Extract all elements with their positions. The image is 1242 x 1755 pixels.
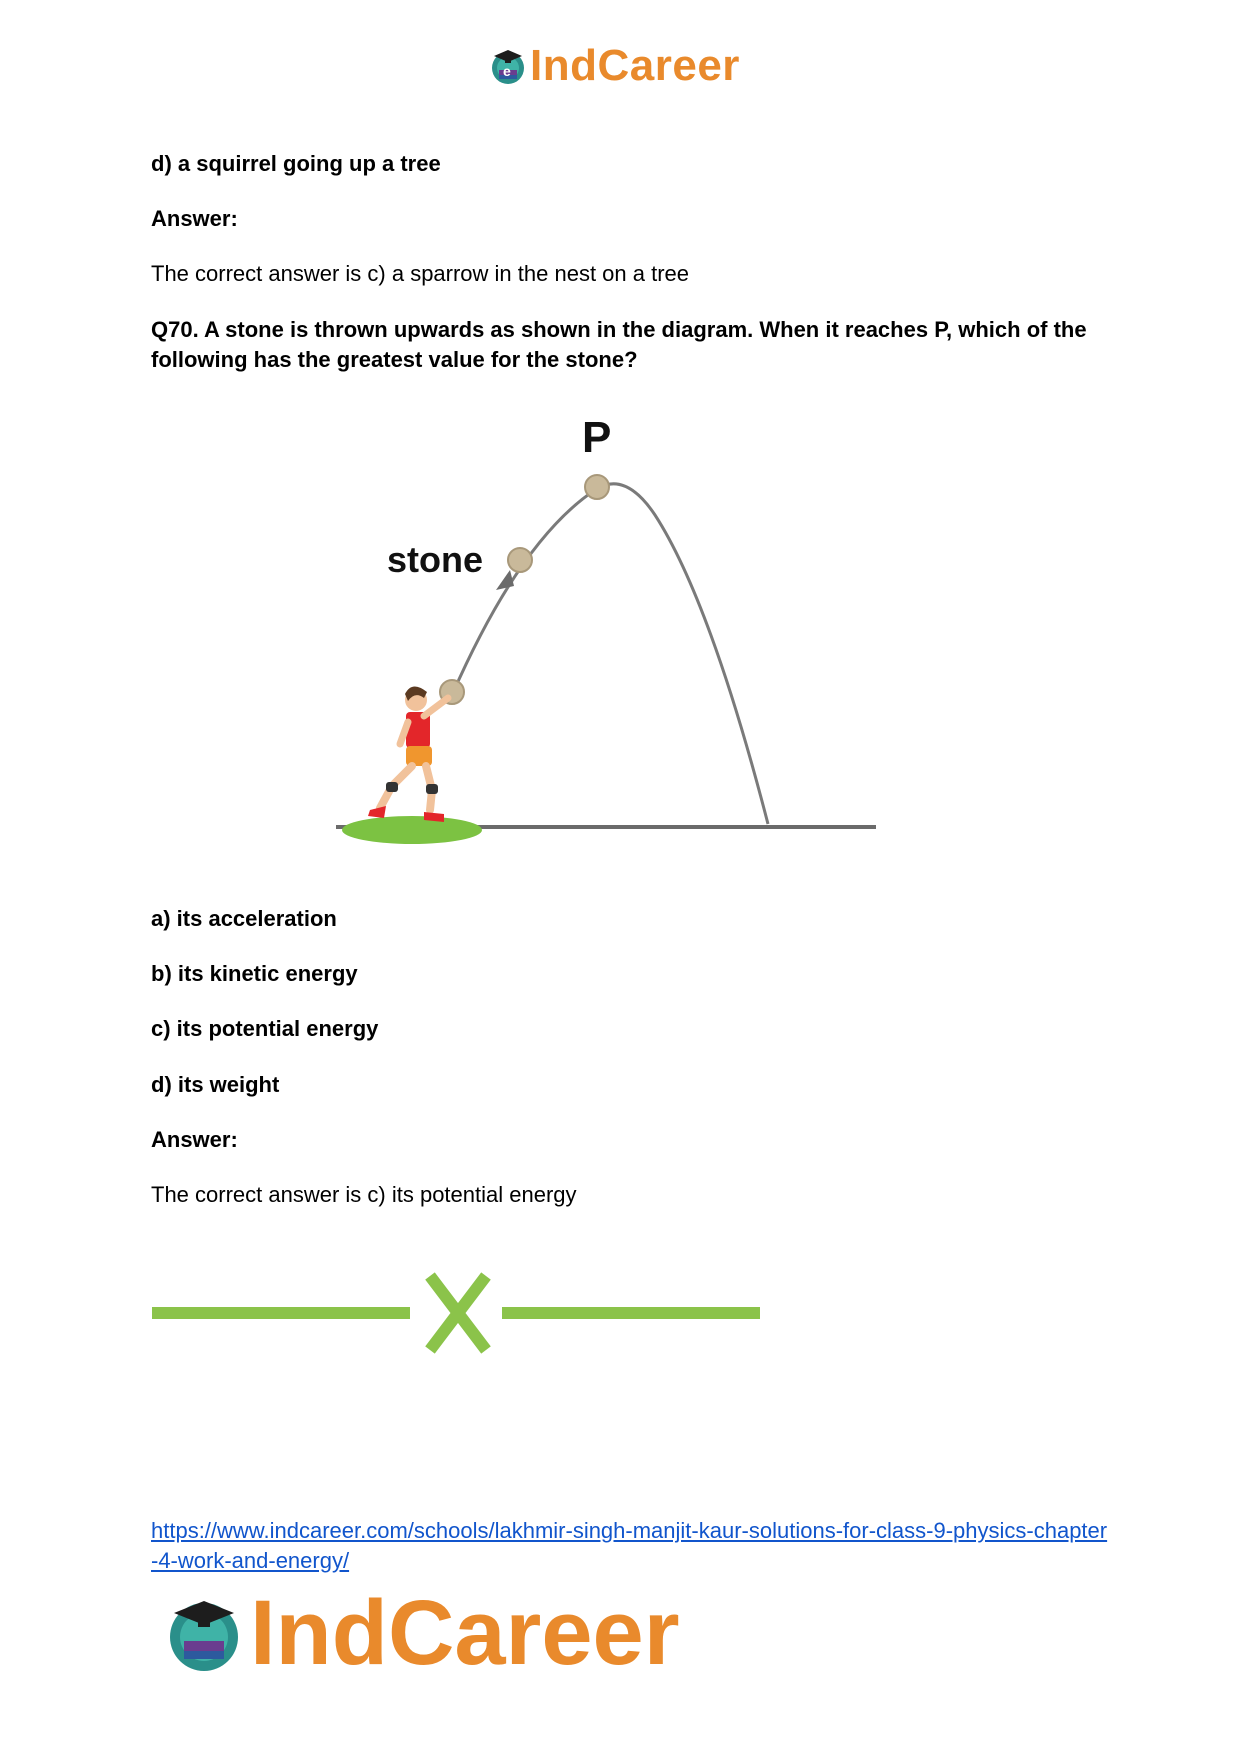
label-stone: stone xyxy=(387,539,484,580)
stone-mid xyxy=(508,548,532,572)
grass-patch xyxy=(342,816,482,844)
option-a: a) its acceleration xyxy=(151,906,337,931)
graduation-globe-icon xyxy=(488,46,528,86)
footer-logo-text: IndCareer xyxy=(250,1582,680,1684)
section-divider xyxy=(152,1268,762,1358)
header-logo-text: IndCareer xyxy=(530,41,740,90)
cross-icon xyxy=(430,1276,486,1350)
footer-logo xyxy=(162,1582,680,1684)
option-c: c) its potential energy xyxy=(151,1016,379,1041)
stone-top xyxy=(585,475,609,499)
prev-answer-text: The correct answer is c) a sparrow in the nest on a tree xyxy=(151,261,690,286)
option-b: b) its kinetic energy xyxy=(151,961,358,986)
source-link[interactable]: https://www.indcareer.com/schools/lakhmir-singh-manjit-kaur-solutions-for-class-9-physics-chapter-4-work-and-energy/ xyxy=(151,1518,1108,1573)
stone-trajectory-diagram xyxy=(320,410,880,850)
answer-text: The correct answer is c) its potential energy xyxy=(151,1182,577,1207)
trajectory-path xyxy=(452,484,768,824)
prev-answer-label: Answer: xyxy=(151,206,238,231)
svg-text:e: e xyxy=(503,63,511,79)
label-p: P xyxy=(582,413,612,462)
header-logo xyxy=(488,40,740,92)
option-d: d) its weight xyxy=(151,1072,280,1097)
question-text: Q70. A stone is thrown upwards as shown in the diagram. When it reaches P, which of the following has the greatest value for the stone? xyxy=(151,317,1087,372)
prev-option-d: d) a squirrel going up a tree xyxy=(151,151,441,176)
arrow-head-icon xyxy=(496,570,514,590)
thrower-figure-icon xyxy=(368,686,448,822)
answer-label: Answer: xyxy=(151,1127,238,1152)
graduation-globe-icon xyxy=(162,1591,246,1675)
